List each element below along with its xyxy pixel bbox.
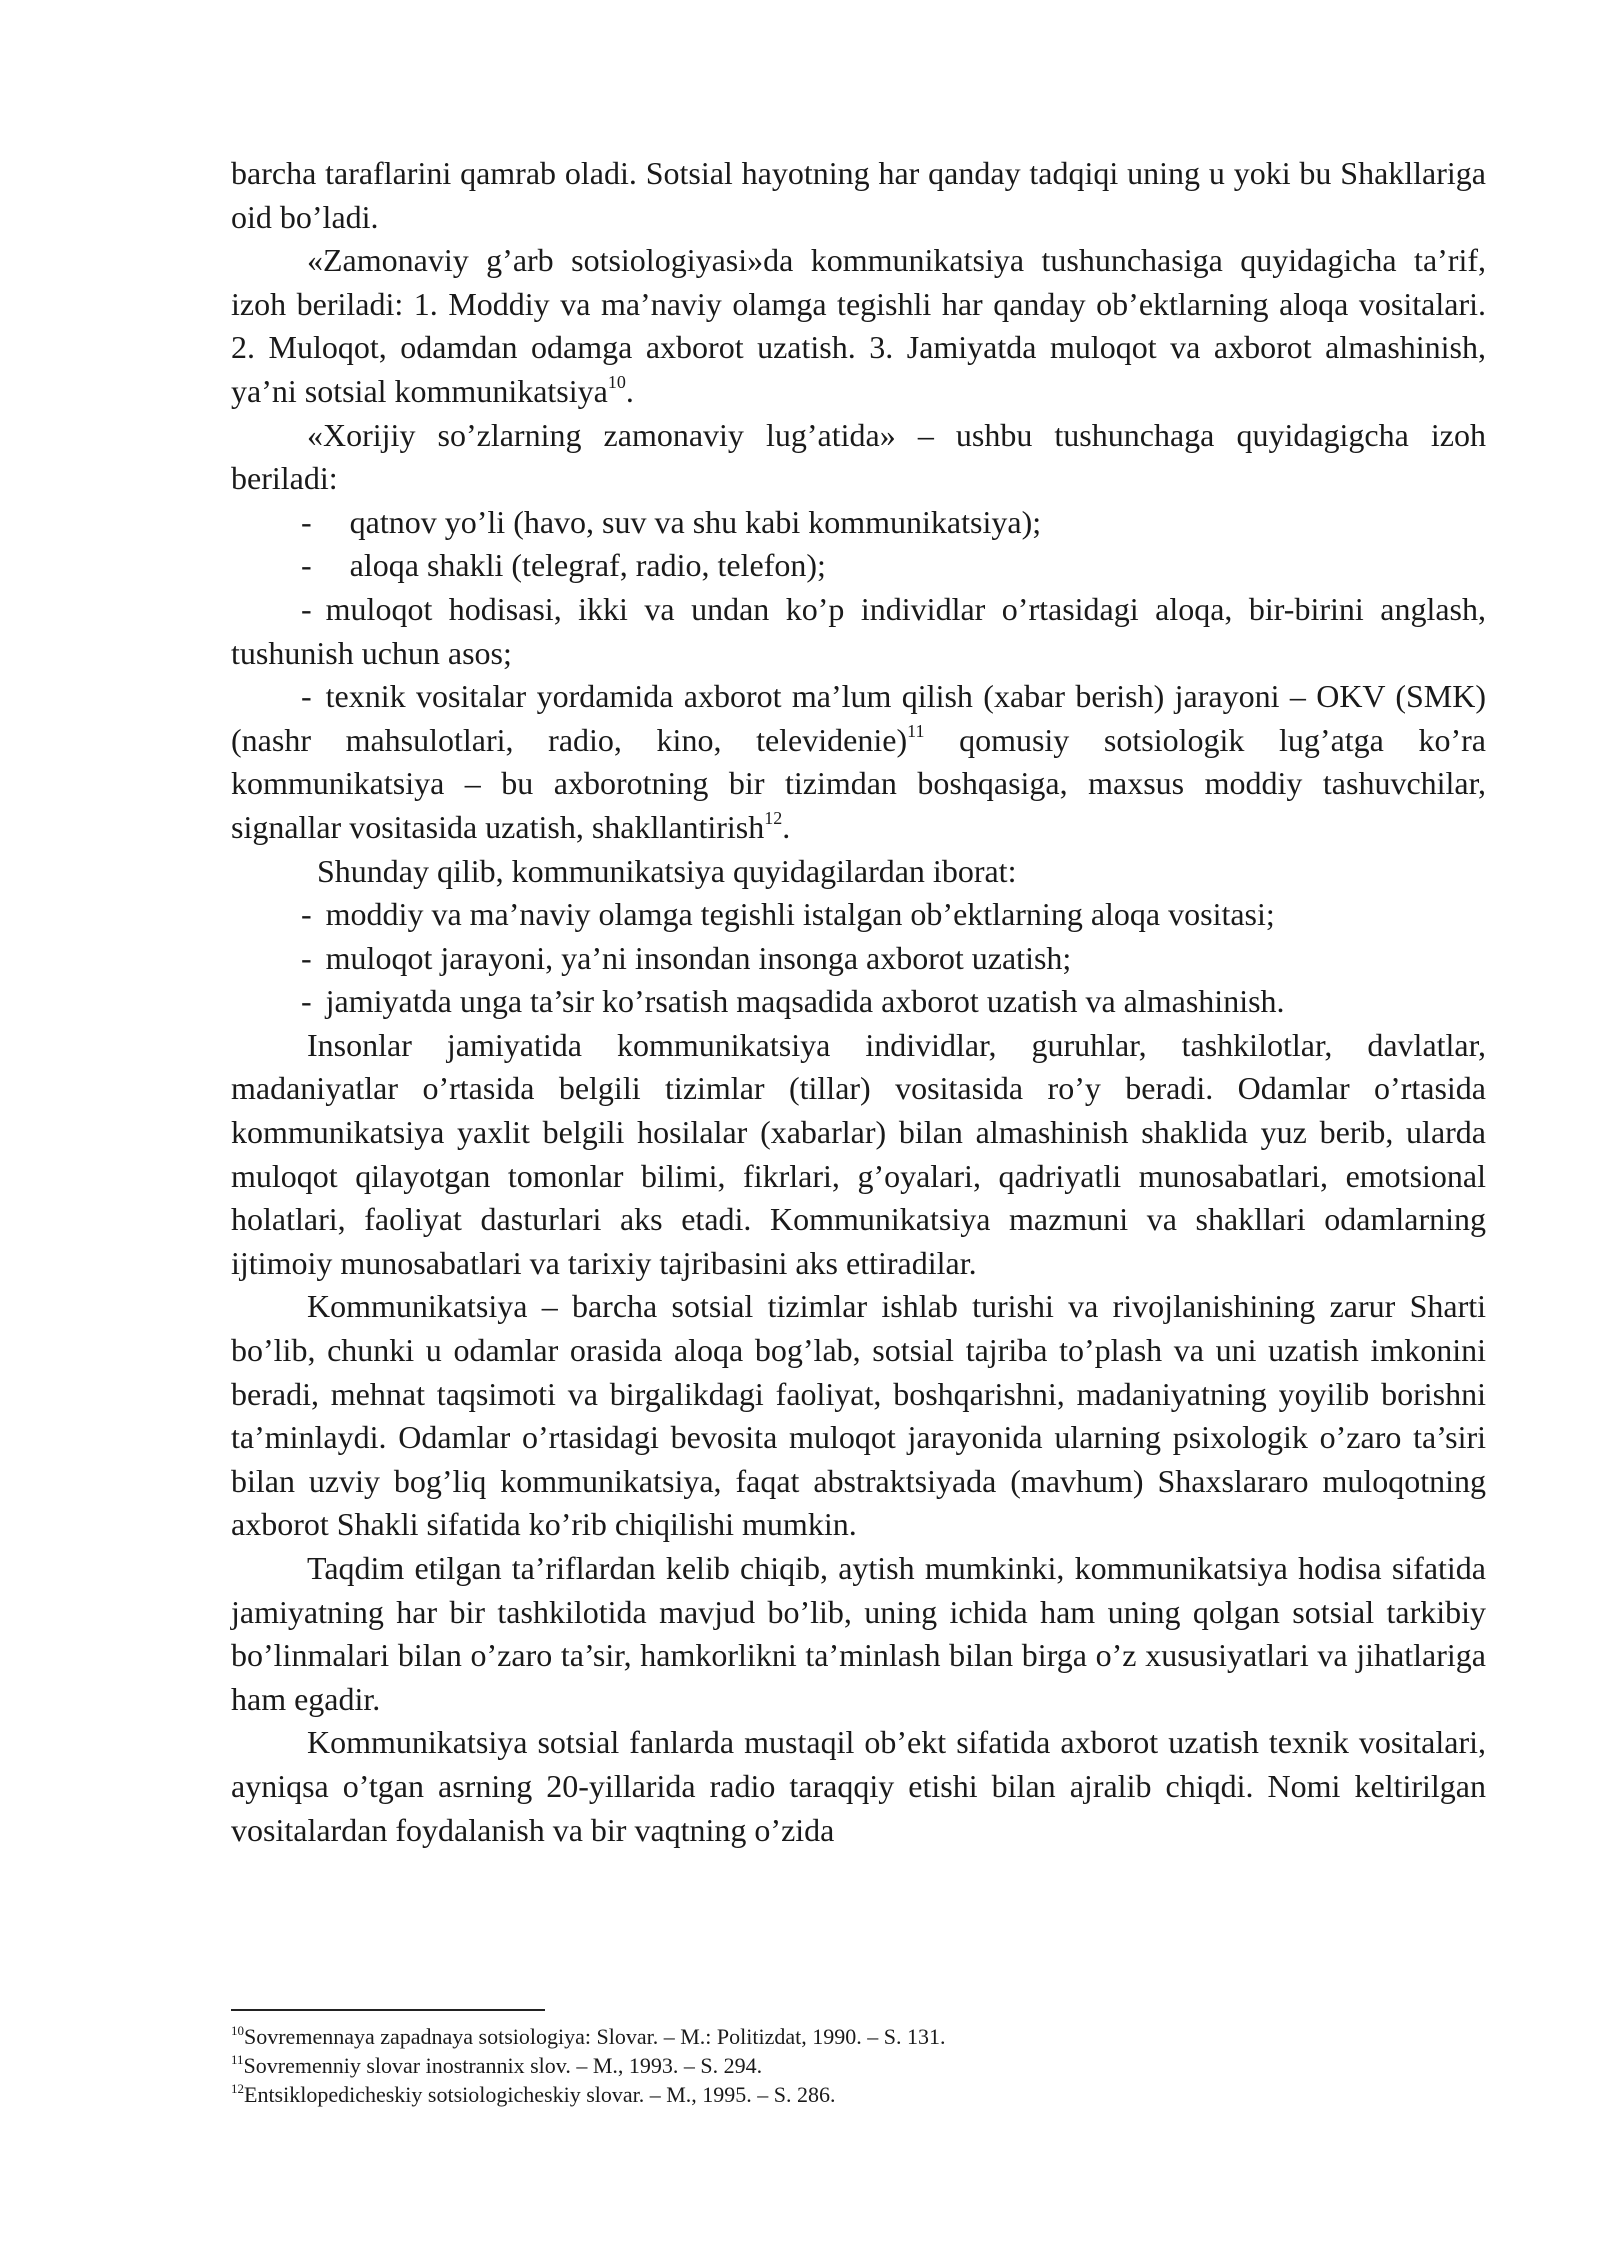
- document-body: [231, 152, 1486, 1852]
- list-item-text: qatnov yo’li (havo, suv va shu kabi kommunikatsiya);: [349, 503, 1042, 540]
- list-item: [231, 980, 1486, 1024]
- paragraph: Taqdim etilgan ta’riflardan kelib chiqib, aytish mumkinki, kommunikatsiya hodisa sifatida jamiyatning har bir tashkilotida mavjud bo’lib, uning ichida ham uning qolgan sotsial tarkibiy bo’linmalari bilan o’zaro ta’sir, hamkorlikni ta’minlash bilan birga o’z xususiyatlari va jihatlariga ham egadir.: [231, 1550, 1486, 1717]
- paragraph: Kommunikatsiya sotsial fanlarda mustaqil ob’ekt sifatida axborot uzatish texnik vositalari, ayniqsa o’tgan asrning 20-yillarida radio taraqqiy etishi bilan ajralib chiqdi. Nomi keltirilgan vositalardan foydalanish va bir vaqtning o’zida: [231, 1724, 1486, 1848]
- footnote: [231, 2022, 1486, 2051]
- footnote-number: 11: [231, 2052, 244, 2067]
- list-marker: -: [301, 590, 312, 627]
- list-marker: -: [301, 983, 312, 1020]
- list-item: [231, 893, 1486, 937]
- paragraph-end: .: [782, 808, 791, 845]
- footnote-separator: [231, 2009, 545, 2011]
- list-item: [231, 588, 1486, 675]
- paragraph: barcha taraflarini qamrab oladi. Sotsial hayotning har qanday tadqiqi uning u yoki bu Shakllariga oid bo’ladi.: [231, 155, 1486, 235]
- paragraph: «Xorijiy so’zlarning zamonaviy lug’atida» – ushbu tushunchaga quyidagigcha izoh beriladi:: [231, 416, 1486, 497]
- list-marker: -: [301, 896, 312, 933]
- paragraph: Shunday qilib, kommunikatsiya quyidagilardan iborat:: [317, 852, 1017, 889]
- list-item-text: moddiy va ma’naviy olamga tegishli istalgan ob’ektlarning aloqa vositasi;: [325, 896, 1275, 933]
- list-marker: -: [301, 678, 312, 715]
- paragraph: Insonlar jamiyatida kommunikatsiya individlar, guruhlar, tashkilotlar, davlatlar, madaniyatlar o’rtasida belgili tizimlar (tillar) vositasida ro’y beradi. Odamlar o’rtasida kommunikatsiya yaxlit belgili hosilalar (xabarlar) bilan almashinish shaklida yuz berib, ularda muloqot qilayotgan tomonlar bilimi, fikrlari, g’oyalari, qadriyatli munosabatlari, emotsional holatlari, faoliyat dasturlari aks etadi. Kommunikatsiya mazmuni va shakllari odamlarning ijtimoiy munosabatlari va tarixiy tajribasini aks ettiradilar.: [231, 1026, 1486, 1281]
- footnote-ref: 11: [907, 720, 925, 741]
- footnote-text: Entsiklopedicheskiy sotsiologicheskiy slovar. – M., 1995. – S. 286.: [244, 2082, 836, 2107]
- list-marker: -: [301, 503, 312, 540]
- footnote-number: 12: [231, 2081, 244, 2096]
- list-item-text: texnik vositalar yordamida axborot ma’lum qilish (xabar berish) jarayoni – OKV (SMK) (nashr mahsulotlari, radio, kino, televidenie): [231, 678, 1486, 758]
- footnote-ref: 12: [764, 807, 783, 828]
- list-item: [231, 501, 1486, 545]
- list-item-text: muloqot hodisasi, ikki va undan ko’p individlar o’rtasidagi aloqa, bir-birini anglash, tushunish uchun asos;: [231, 590, 1486, 671]
- list-item: [231, 937, 1486, 981]
- footnotes: [231, 2022, 1486, 2109]
- list-item-text: qomusiy sotsiologik lug’atga ko’ra kommunikatsiya – bu axborotning bir tizimdan boshqasiga, maxsus moddiy tashuvchilar, signallar vositasida uzatish, shakllantirish: [231, 721, 1487, 845]
- list-marker: -: [301, 939, 312, 976]
- paragraph-end: .: [625, 372, 634, 409]
- footnote-ref: 10: [607, 371, 626, 392]
- list-item: [231, 544, 1486, 588]
- footnote-text: Sovremenniy slovar inostrannix slov. – M., 1993. – S. 294.: [243, 2053, 763, 2078]
- footnote: [231, 2051, 1486, 2080]
- list-item: [231, 675, 1486, 849]
- footnote: [231, 2080, 1486, 2109]
- footnote-text: Sovremennaya zapadnaya sotsiologiya: Slovar. – M.: Politizdat, 1990. – S. 131.: [244, 2024, 946, 2049]
- paragraph-text: «Zamonaviy g’arb sotsiologiyasi»da kommunikatsiya tushunchasiga quyidagicha ta’rif, izoh beriladi: 1. Moddiy va ma’naviy olamga tegishli har qanday ob’ektlarning aloqa vositalari. 2. Muloqot, odamdan odamga axborot uzatish. 3. Jamiyatda muloqot va axborot almashinish, ya’ni sotsial kommunikatsiya: [231, 242, 1486, 409]
- paragraph: [231, 239, 1486, 413]
- footnote-number: 10: [231, 2023, 244, 2038]
- list-item-text: aloqa shakli (telegraf, radio, telefon);: [349, 547, 826, 584]
- list-marker: -: [301, 547, 312, 584]
- list-item-text: jamiyatda unga ta’sir ko’rsatish maqsadida axborot uzatish va almashinish.: [325, 983, 1285, 1020]
- paragraph: Kommunikatsiya – barcha sotsial tizimlar ishlab turishi va rivojlanishining zarur Sharti bo’lib, chunki u odamlar orasida aloqa bog’lab, sotsial tajriba to’plash va uni uzatish imkonini beradi, mehnat taqsimoti va birgalikdagi faoliyat, boshqarishni, madaniyatning yoyilib borishni ta’minlaydi. Odamlar o’rtasidagi bevosita muloqot jarayonida ularning psixologik o’zaro ta’siri bilan uzviy bog’liq kommunikatsiya, faqat abstraktsiyada (mavhum) Shaxslararo muloqotning axborot Shakli sifatida ko’rib chiqilishi mumkin.: [231, 1288, 1486, 1543]
- list-item-text: muloqot jarayoni, ya’ni insondan insonga axborot uzatish;: [325, 939, 1072, 976]
